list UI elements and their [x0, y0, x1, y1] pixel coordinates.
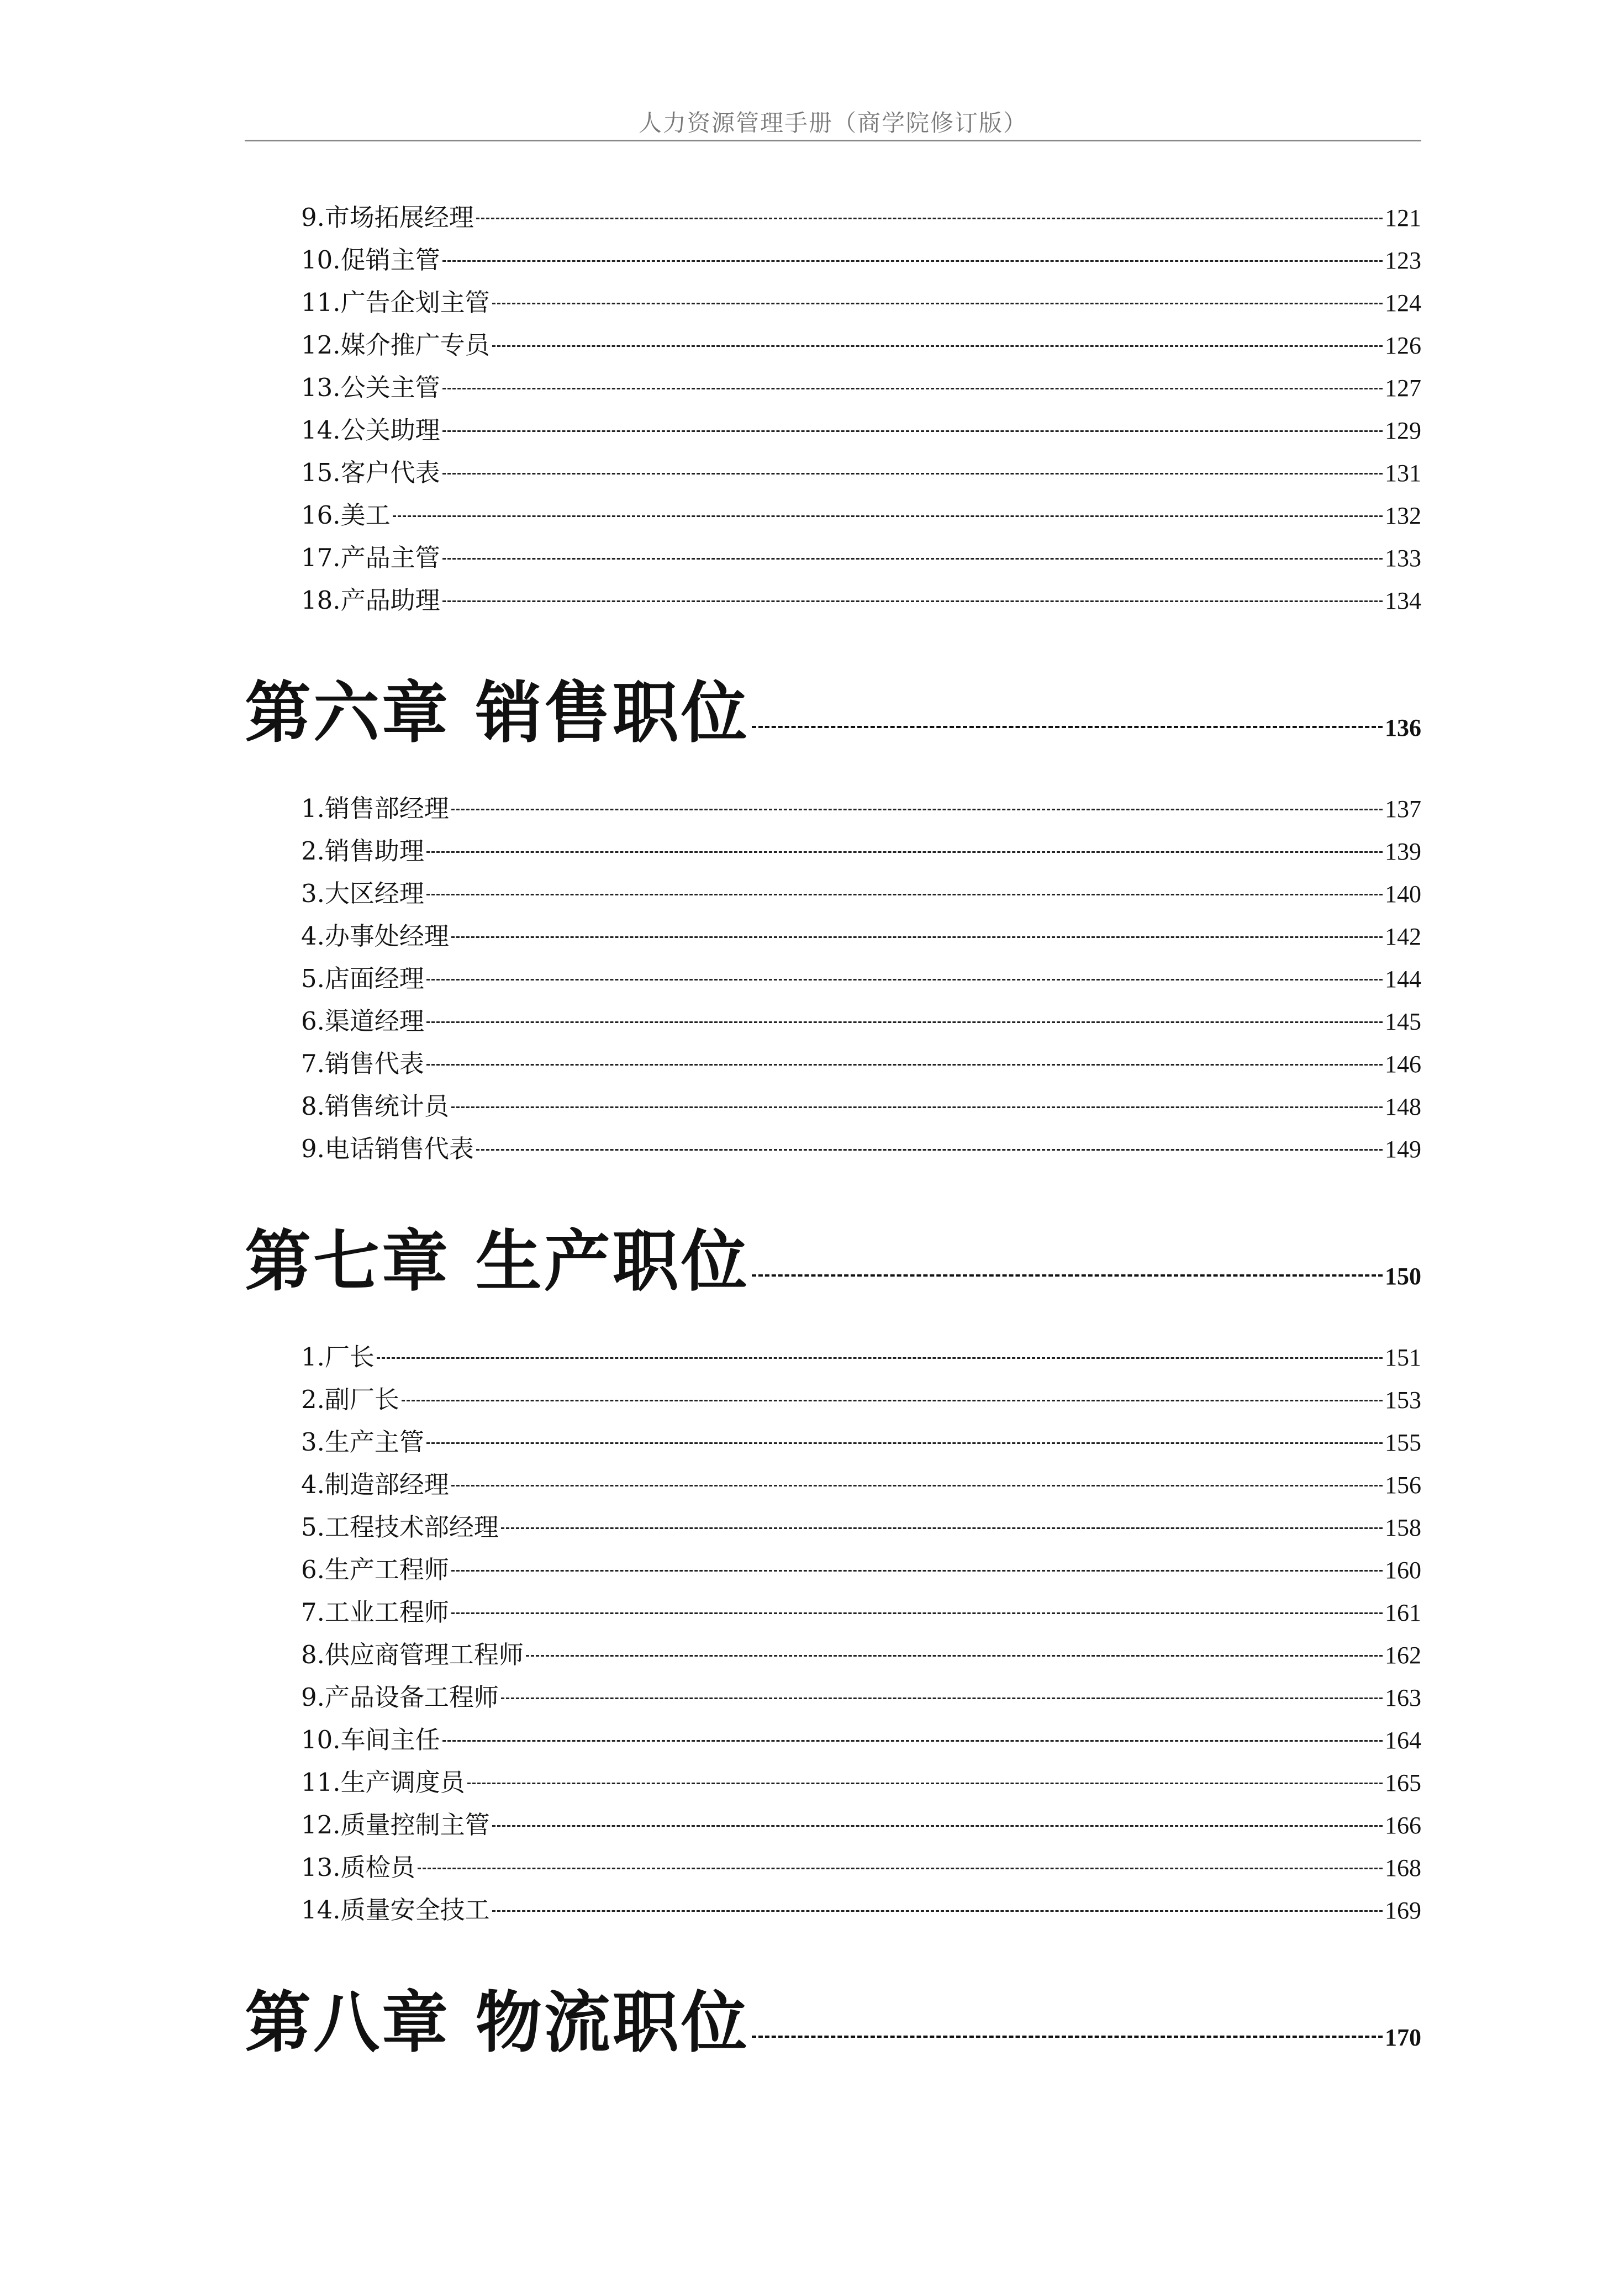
dot-leader [752, 2036, 1383, 2038]
toc-entry-page-number: 149 [1385, 1136, 1421, 1163]
dot-leader [442, 430, 1383, 432]
chapter-title: 第八章 物流职位 [245, 1985, 750, 2062]
toc-entry-label: 14.质量安全技工 [301, 1895, 490, 1925]
toc-entry-label: 8.销售统计员 [301, 1092, 449, 1121]
toc-entry-page-number: 124 [1385, 289, 1421, 317]
dot-leader [451, 1612, 1383, 1614]
toc-entry-label: 12.质量控制主管 [301, 1810, 490, 1839]
toc-entry-page-number: 164 [1385, 1727, 1421, 1754]
toc-entry-label: 3.生产主管 [301, 1427, 424, 1457]
toc-entry-page-number: 162 [1385, 1642, 1421, 1669]
toc-entry-label: 12.媒介推广专员 [301, 330, 490, 360]
dot-leader [476, 1149, 1383, 1151]
toc-entry-page-number: 133 [1385, 545, 1421, 572]
toc-entry-label: 9.电话销售代表 [301, 1134, 474, 1163]
dot-leader [501, 1527, 1383, 1529]
toc-entry[interactable] [245, 1718, 1421, 1761]
toc-entry[interactable] [245, 1846, 1421, 1889]
toc-entry[interactable] [245, 1378, 1421, 1421]
toc-entry-label: 3.大区经理 [301, 879, 424, 908]
toc-entry[interactable] [245, 1761, 1421, 1804]
dot-leader [752, 726, 1383, 728]
toc-entry[interactable] [245, 830, 1421, 872]
dot-leader [442, 558, 1383, 560]
toc-entry-page-number: 132 [1385, 502, 1421, 529]
toc-entry-page-number: 153 [1385, 1386, 1421, 1414]
dot-leader [426, 1021, 1383, 1023]
toc-entry-label: 4.制造部经理 [301, 1470, 449, 1499]
toc-entry-page-number: 146 [1385, 1051, 1421, 1078]
toc-entry-page-number: 123 [1385, 247, 1421, 274]
table-of-contents [245, 196, 1421, 2097]
dot-leader [492, 303, 1383, 304]
dot-leader [426, 894, 1383, 895]
toc-entry-page-number: 148 [1385, 1093, 1421, 1120]
toc-entry[interactable] [245, 536, 1421, 579]
toc-entry-label: 2.副厂长 [301, 1385, 399, 1414]
toc-entry[interactable] [245, 1085, 1421, 1127]
toc-entry-page-number: 161 [1385, 1599, 1421, 1626]
dot-leader [451, 809, 1383, 810]
toc-entry[interactable] [245, 1042, 1421, 1085]
toc-entry-page-number: 158 [1385, 1514, 1421, 1541]
toc-entry[interactable] [245, 409, 1421, 451]
chapter-heading[interactable] [245, 660, 1421, 763]
dot-leader [752, 1274, 1383, 1277]
toc-section [245, 196, 1421, 621]
toc-entry-label: 13.质检员 [301, 1853, 415, 1882]
dot-leader [442, 473, 1383, 475]
toc-entry-page-number: 137 [1385, 795, 1421, 823]
toc-entry[interactable] [245, 915, 1421, 957]
running-header: 人力资源管理手册（商学院修订版） [638, 109, 1027, 136]
dot-leader [451, 936, 1383, 938]
toc-entry-label: 10.促销主管 [301, 245, 440, 275]
toc-entry-page-number: 134 [1385, 587, 1421, 614]
toc-entry-label: 8.供应商管理工程师 [301, 1640, 524, 1669]
toc-entry[interactable] [245, 1889, 1421, 1931]
toc-entry-page-number: 140 [1385, 881, 1421, 908]
toc-entry-page-number: 166 [1385, 1812, 1421, 1839]
dot-leader [476, 218, 1383, 219]
toc-entry[interactable] [245, 1633, 1421, 1676]
dot-leader [492, 1910, 1383, 1912]
toc-entry-page-number: 131 [1385, 460, 1421, 487]
toc-entry-page-number: 155 [1385, 1429, 1421, 1456]
toc-entry-page-number: 145 [1385, 1008, 1421, 1035]
toc-entry[interactable] [245, 1463, 1421, 1506]
toc-entry[interactable] [245, 1591, 1421, 1633]
toc-entry-page-number: 127 [1385, 375, 1421, 402]
toc-entry-label: 2.销售助理 [301, 836, 424, 866]
header-rule [245, 140, 1421, 141]
toc-entry-page-number: 151 [1385, 1344, 1421, 1371]
chapter-heading[interactable] [245, 1970, 1421, 2073]
dot-leader [451, 1106, 1383, 1108]
toc-entry-label: 9.产品设备工程师 [301, 1683, 499, 1712]
toc-entry[interactable] [245, 1421, 1421, 1463]
toc-entry-label: 15.客户代表 [301, 458, 440, 487]
toc-entry-label: 17.产品主管 [301, 543, 440, 572]
dot-leader [492, 345, 1383, 347]
toc-entry-page-number: 129 [1385, 417, 1421, 444]
dot-leader [442, 388, 1383, 389]
toc-entry-label: 18.产品助理 [301, 586, 440, 615]
dot-leader [402, 1400, 1383, 1401]
toc-entry-page-number: 165 [1385, 1769, 1421, 1796]
dot-leader [526, 1655, 1383, 1657]
toc-entry[interactable] [245, 196, 1421, 239]
toc-section [245, 1209, 1421, 1931]
toc-entry-page-number: 144 [1385, 966, 1421, 993]
toc-entry[interactable] [245, 1676, 1421, 1718]
toc-entry[interactable] [245, 239, 1421, 281]
toc-entry-label: 6.生产工程师 [301, 1555, 449, 1584]
dot-leader [418, 1868, 1383, 1869]
toc-entry[interactable] [245, 957, 1421, 1000]
toc-entry-label: 10.车间主任 [301, 1725, 440, 1754]
toc-entry-page-number: 169 [1385, 1897, 1421, 1924]
toc-entry-label: 14.公关助理 [301, 415, 440, 445]
toc-entry-page-number: 142 [1385, 923, 1421, 950]
dot-leader [442, 600, 1383, 602]
toc-entry-page-number: 156 [1385, 1472, 1421, 1499]
dot-leader [442, 260, 1383, 262]
toc-entry-page-number: 121 [1385, 204, 1421, 231]
toc-entry-label: 11.广告企划主管 [301, 288, 490, 317]
dot-leader [393, 515, 1383, 517]
dot-leader [451, 1570, 1383, 1572]
toc-entry-page-number: 139 [1385, 838, 1421, 865]
toc-entry-label: 5.工程技术部经理 [301, 1512, 499, 1542]
toc-entry[interactable] [245, 366, 1421, 409]
toc-entry-page-number: 168 [1385, 1854, 1421, 1881]
toc-entry-label: 13.公关主管 [301, 373, 440, 402]
toc-entry[interactable] [245, 872, 1421, 915]
chapter-title: 第六章 销售职位 [245, 675, 750, 752]
toc-entry-label: 16.美工 [301, 500, 391, 530]
toc-entry[interactable] [245, 1804, 1421, 1846]
chapter-title: 第七章 生产职位 [245, 1224, 750, 1300]
chapter-page-number: 136 [1385, 714, 1421, 741]
toc-entry-label: 1.销售部经理 [301, 794, 449, 823]
toc-entry-page-number: 160 [1385, 1557, 1421, 1584]
dot-leader [492, 1825, 1383, 1827]
toc-entry-label: 7.销售代表 [301, 1049, 424, 1078]
dot-leader [426, 1442, 1383, 1444]
chapter-page-number: 170 [1385, 2024, 1421, 2051]
toc-entry[interactable] [245, 451, 1421, 494]
dot-leader [377, 1357, 1383, 1359]
dot-leader [426, 979, 1383, 980]
chapter-heading[interactable] [245, 1209, 1421, 1311]
toc-entry[interactable] [245, 787, 1421, 830]
toc-entry-label: 9.市场拓展经理 [301, 203, 474, 232]
toc-section [245, 1970, 1421, 2073]
toc-entry-label: 6.渠道经理 [301, 1006, 424, 1036]
chapter-page-number: 150 [1385, 1263, 1421, 1290]
dot-leader [501, 1697, 1383, 1699]
dot-leader [451, 1485, 1383, 1486]
toc-entry[interactable] [245, 1548, 1421, 1591]
toc-entry-label: 11.生产调度员 [301, 1768, 465, 1797]
dot-leader [467, 1783, 1383, 1784]
toc-entry[interactable] [245, 324, 1421, 366]
toc-entry[interactable] [245, 1127, 1421, 1170]
dot-leader [426, 1064, 1383, 1066]
dot-leader [426, 851, 1383, 853]
toc-entry[interactable] [245, 494, 1421, 536]
toc-entry-label: 5.店面经理 [301, 964, 424, 993]
toc-entry-page-number: 126 [1385, 332, 1421, 359]
toc-entry[interactable] [245, 1506, 1421, 1548]
toc-entry[interactable] [245, 579, 1421, 621]
toc-entry-page-number: 163 [1385, 1684, 1421, 1711]
toc-entry[interactable] [245, 281, 1421, 324]
toc-entry-label: 1.厂长 [301, 1342, 375, 1372]
toc-entry-label: 4.办事处经理 [301, 921, 449, 951]
toc-section [245, 660, 1421, 1170]
dot-leader [442, 1740, 1383, 1742]
toc-entry[interactable] [245, 1000, 1421, 1042]
toc-entry-label: 7.工业工程师 [301, 1598, 449, 1627]
toc-entry[interactable] [245, 1336, 1421, 1378]
